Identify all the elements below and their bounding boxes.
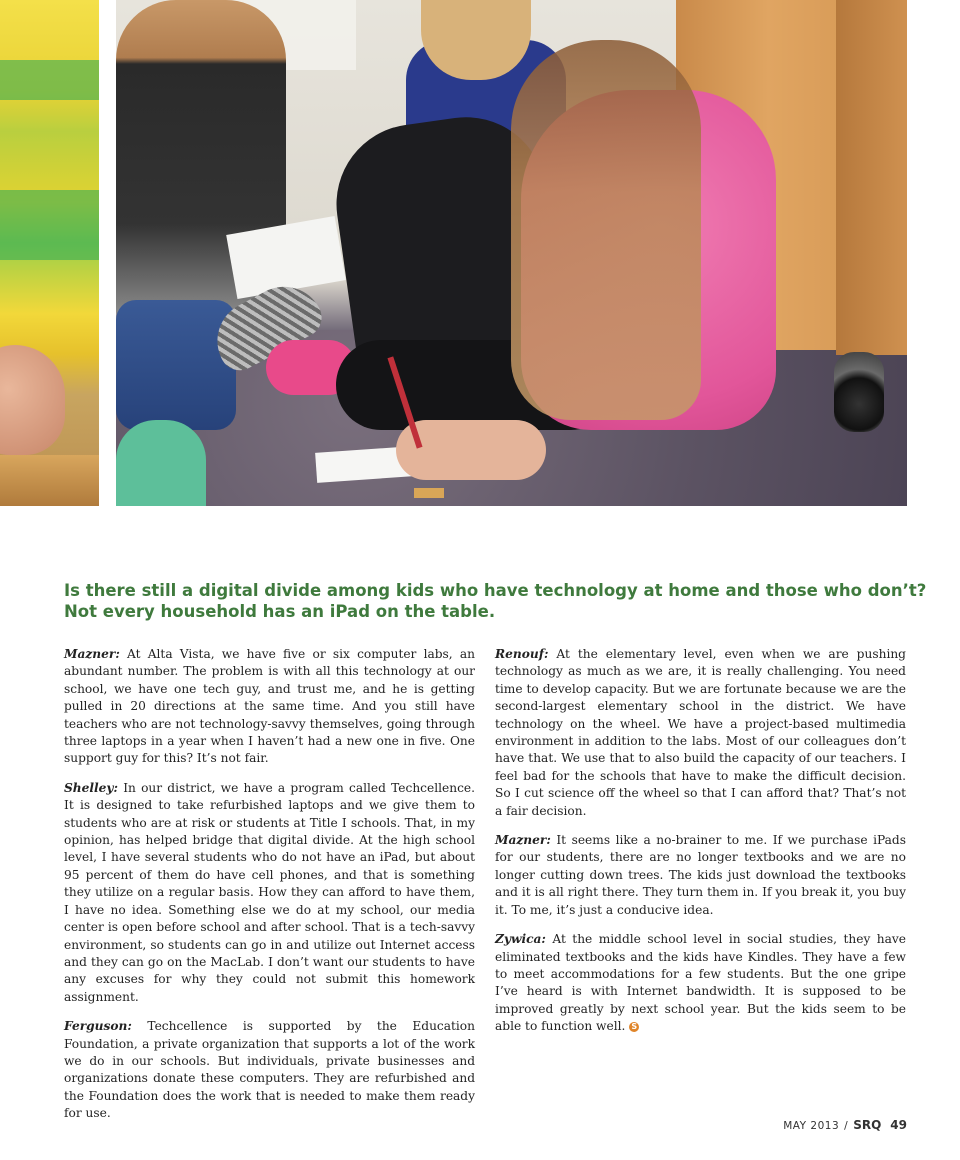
photo-cabinet-edge — [836, 0, 907, 355]
article-headline — [64, 580, 927, 622]
photo-green-shirt — [116, 420, 206, 506]
speaker-name: Shelley: — [64, 780, 119, 795]
issue-date: MAY 2013 — [783, 1120, 840, 1132]
photo-left-strip — [0, 0, 99, 506]
headline-line-1: Is there still a digital divide among kids who have technology at home and those who don’t? — [64, 581, 927, 600]
text-column-right — [495, 646, 906, 1048]
paragraph — [64, 646, 475, 768]
paragraph-text: In our district, we have a program called Techcellence. It is designed to take refurbished laptops and we give them to students who are at risk or students at Title I schools. That, in my opinion, has helped bridge that digital divide. At the high school level, I have several students who do not have an iPad, but about 95 percent of them do have cell phones, and that is something they utilize on a regular basis. How they can afford to have them, I have no idea. Something else we do at my school, our media center is open before school and after school. That is a tech-savvy environment, so students can go in and utilize out Internet access and they can go on the MacLab. I don’t want our students to have any excuses for why they could not submit this homework assignment. — [64, 780, 475, 1004]
photo-stick — [414, 488, 444, 498]
speaker-name: Mazner: — [495, 833, 551, 848]
paragraph-text: It seems like a no-brainer to me. If we purchase iPads for our students, there are no longer textbooks and we are no longer cutting down trees. The kids just download the textbooks and it is all right there. They turn them in. If you break it, you buy it. To me, it’s just a conducive idea. — [495, 833, 906, 917]
paragraph-text: At Alta Vista, we have five or six computer labs, an abundant number. The problem is with all this technology at our school, we have one tech guy, and trust me, and he is getting pulled in 20 directions at the same time. And you still have teachers who are not technology-savvy themselves, going through three laptops in a year when I haven’t had a new one in five. One support guy for this? It’s not fair. — [64, 647, 475, 766]
photo-jeans — [116, 300, 236, 430]
page-number: 49 — [890, 1118, 907, 1132]
paragraph-text: At the middle school level in social studies, they have eliminated textbooks and the kids have Kindles. They have a few to meet accommodations for a few students. But the one gripe I’ve heard is with Internet bandwidth. It is supposed to be improved greatly by next school year. But the kids seem to be able to function well. — [495, 932, 906, 1034]
photo-left-decor — [0, 60, 99, 100]
photo-left-decor — [0, 190, 99, 260]
paragraph — [64, 1018, 475, 1122]
photo-girl-hair — [511, 40, 701, 420]
magazine-name: SRQ — [853, 1118, 882, 1132]
classroom-photo — [116, 0, 907, 506]
page-folio — [783, 1118, 907, 1132]
speaker-name: Ferguson: — [64, 1019, 132, 1034]
paragraph — [495, 931, 906, 1035]
paragraph — [495, 832, 906, 919]
photo-cabinet-wheel — [834, 352, 884, 432]
photo-left-hand — [0, 345, 65, 455]
folio-separator: / — [844, 1120, 849, 1132]
paragraph — [64, 780, 475, 1006]
photo-girl-hands — [396, 420, 546, 480]
paragraph-text: At the elementary level, even when we are pushing technology as much as we are, it is really challenging. You need time to develop capacity. But we are fortunate because we are the second-largest elementary school in the district. We have technology on the wheel. We have a project-based multimedia environment in addition to the labs. Most of our colleagues don’t have that. We use that to also build the capacity of our teachers. I feel bad for the schools that have to make the difficult decision. So I cut science off the wheel so that I can afford that? That’s not a fair decision. — [495, 647, 906, 818]
photo-left-desk — [0, 455, 99, 506]
headline-line-2: Not every household has an iPad on the table. — [64, 602, 496, 621]
end-mark-icon: S — [629, 1022, 639, 1032]
speaker-name: Zywica: — [495, 932, 546, 947]
paragraph — [495, 646, 906, 820]
speaker-name: Renouf: — [495, 647, 549, 661]
text-column-left — [64, 646, 475, 1135]
speaker-name: Mazner: — [64, 647, 120, 661]
paragraph-text: Techcellence is supported by the Education Foundation, a private organization that supports a lot of the work we do in our schools. But individuals, private businesses and organizations donate these computers. They are refurbished and the Foundation does the work that is needed to make them ready for use. — [64, 1019, 475, 1121]
